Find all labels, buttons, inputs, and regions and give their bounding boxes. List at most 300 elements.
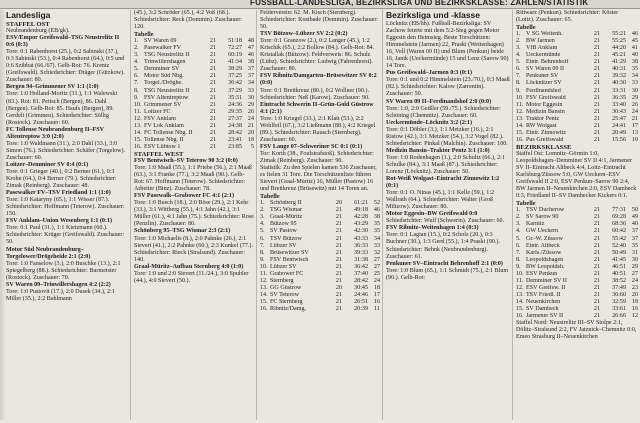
table-rank: 16. <box>516 313 524 320</box>
match-title: Bergen 94–Grimmener SV 1:1 (1:0) <box>6 84 99 91</box>
table-goals: 23:41 <box>228 136 242 143</box>
table-row <box>516 95 638 102</box>
table-rank: 5. <box>516 59 521 66</box>
table-label: Tabelle <box>260 193 280 201</box>
table-goals: 41:45 <box>612 256 626 263</box>
table-points: 30 <box>631 87 638 94</box>
results-summary: Staffel Ost: Lomnitz–Görmin 1:0, Leopoldshagen–Demminer SV II 4:1, Jarmener SV II–Eintracht Altbeck 4:4, Loitz–Eintracht Karlsburg/Züssow 5:0, GW Ueckern–ESV Greifswald II 2:0, ESV Penkun–Sarow 90 2:4, BW Jarmen II–Neuenkirchen 2:0, ESV Dambeck 0:3, Friedland II–SV Dambecker Kickers 0:1. <box>516 150 637 200</box>
match-report: Tore: 0:1 Rabenhorst (25.), 0:2 Sabinski (37.), 0:3 Sabinski (53.), 0:4 Rabenhorst (64.), 0:5 und 0:6 Szibbat (66./67). Gelb-Rot: 76. Krentz (Greifswald). Schiedsrichter: Dräger (Gützkow). Zuschauer: 80. <box>6 49 125 84</box>
table-games: 21 <box>209 129 216 136</box>
match-report: Tore: 0:1 Lagian (15.), 0:2 Scholz (20.), 0:3 Buchner (30.), 1:3 Gerd (55.), 1:4 Praski (90.). Schiedsrichter: Behnk (Neubrandenburg). Zuschauer: 61. <box>386 232 500 260</box>
table-goals: 41:34 <box>228 59 242 66</box>
table-row <box>516 88 638 95</box>
table-games: 21 <box>335 263 342 270</box>
table-points: 27 <box>373 256 380 263</box>
table-games: 21 <box>209 80 216 87</box>
table-games: 21 <box>593 298 600 305</box>
table-rank: 2. <box>516 38 521 45</box>
table-row <box>260 221 380 228</box>
table-goals: 28:42 <box>228 129 242 136</box>
match-report: Tore: 1:0 Fanselow (3.), 2:0 Buschke (13.), 2:1 Spiegelberg (88.). Schiedsrichter: Burmeister (Rostock). Zuschauer: 70. <box>6 260 121 281</box>
table-goals: 24:36 <box>228 101 242 108</box>
table-rank: 9. <box>516 263 521 270</box>
table-row <box>134 88 254 95</box>
table-team: FSV Anklam <box>144 115 176 122</box>
table-games: 21 <box>209 143 216 150</box>
match-report: Tore: 1:0 und 2:0 Sievert (11./24.), 3:0 Spuhler (44.), 4:0 Sievert (50.). <box>134 270 249 284</box>
table-rank: 10. <box>260 263 268 270</box>
table-team: Motor Süd Nbg. <box>144 73 184 80</box>
table-row <box>260 292 380 299</box>
table-points: 13 <box>631 129 638 136</box>
table-rank: 6. <box>260 235 265 242</box>
table-rank: 13. <box>134 122 142 129</box>
match-title: ESV/Empor Greifswald–TSG Neustrelitz II 0:6 (0:3) <box>6 35 120 49</box>
table-games: 21 <box>593 52 600 59</box>
table-points: 49 <box>631 214 638 221</box>
table-goals: 23:85 <box>228 143 242 150</box>
banner-title: FUSSBALL-LANDESLIGA, BEZIRKSLIGA UND BEZIRKSKLASSE: ZAHLEN/STATISTIK <box>250 0 589 7</box>
table-games: 21 <box>593 235 600 242</box>
table-team: TSV Ducherow <box>526 207 565 214</box>
table-row <box>134 45 254 52</box>
table-team: Traktor Pentz <box>526 115 560 122</box>
table-rank: 13. <box>516 291 524 298</box>
table-team: Schönberg II <box>270 200 302 207</box>
table-games: 21 <box>593 94 600 101</box>
table-row <box>134 80 254 87</box>
table-points: 26 <box>247 108 254 115</box>
table-points: 16 <box>373 298 380 305</box>
table-points: 21 <box>631 115 638 122</box>
table-team: RW Wolgast <box>526 122 557 129</box>
table-goals: 42:30 <box>354 228 368 235</box>
table-rank: 11. <box>516 277 524 284</box>
match-report: Rittwarz (Penkun). Schiedsrichter: Köster (Loitz). Zuschauer: 65. <box>516 10 619 24</box>
table-games: 21 <box>335 214 342 221</box>
match-title: FSV Pasewalk–Grabower FC 4:1 (2:1) <box>134 193 234 200</box>
table-games: 21 <box>593 38 600 45</box>
table-rank: 7. <box>516 73 521 80</box>
table-row <box>516 116 638 123</box>
table-team: Karnitz <box>526 221 545 228</box>
table-rank: 3. <box>516 45 521 52</box>
table-team: TSV Friedl. II <box>526 291 561 298</box>
match-title: Schönberg 95–TSG Wismar 2:3 (2:1) <box>134 228 231 235</box>
table-team: Gr.-W. Züssow <box>526 235 563 242</box>
table-team: FSV Altentreptow <box>144 94 189 101</box>
table-points: 30 <box>631 256 638 263</box>
table-goals: 38:52 <box>612 277 626 284</box>
table-row <box>260 306 380 313</box>
match-report: (45.), 3:2 Schröder (65.), 4:2 Voß (68.). Schiedsrichter: Reck (Dommin). Zuschauer: 120. <box>134 10 242 31</box>
table-row <box>516 271 638 278</box>
table-row <box>134 38 254 45</box>
table-team: SV Teterow <box>270 291 299 298</box>
table-games: 21 <box>593 270 600 277</box>
table-row <box>516 299 638 306</box>
table-points: 40 <box>631 221 638 228</box>
table-points: 24 <box>247 115 254 122</box>
table-rank: 10. <box>516 94 524 101</box>
table-points: 24 <box>631 277 638 284</box>
table-points: 37 <box>247 66 254 73</box>
table-rank: 7. <box>134 80 139 87</box>
table-games: 21 <box>593 87 600 94</box>
table-row <box>260 271 380 278</box>
table-games: 20 <box>335 200 342 207</box>
table-rank: 4. <box>516 52 521 59</box>
table-goals: 25:47 <box>612 115 626 122</box>
table-games: 21 <box>335 207 342 214</box>
dateline: Neubrandenburg (EB/gk). <box>6 28 70 35</box>
statistics-note: Statistik: Zu den Spielen kamen 536 Zuschauer, es fielen 31 Tore. Die Torschützenliste führen Sievert (Graal-Müritz) 16, Müller (Pastow) 16 und Breitkreuz (Brüsewitz) mit 14 Toren an. <box>260 165 377 193</box>
table-rank: 16. <box>260 305 268 312</box>
table-row <box>516 38 638 45</box>
table-games: 21 <box>335 305 342 312</box>
table-goals: 24:41 <box>612 122 626 129</box>
table-row <box>260 214 380 221</box>
bezirksklasse-label: BEZIRKSKLASSE <box>516 143 572 151</box>
match-title: Motor Eggesin–BW Greifswald 0:0 <box>386 211 478 218</box>
table-row <box>260 264 380 271</box>
table-goals: 30:45 <box>354 284 368 291</box>
table-games: 21 <box>209 66 216 73</box>
match-report: Schiedsrichter: Wulf (Schwerin). Zuschauer: 60. <box>386 218 505 225</box>
table-row <box>516 250 638 257</box>
table-goals: 31:38 <box>354 256 368 263</box>
table-goals: 33:31 <box>612 87 626 94</box>
table-team: SV Dambeck <box>526 305 559 312</box>
table-games: 21 <box>209 94 216 101</box>
table-goals: 32:59 <box>612 298 626 305</box>
table-goals: 60:19 <box>228 52 242 59</box>
table-rank: 2. <box>516 214 521 221</box>
table-games: 21 <box>593 136 600 143</box>
match-title: Eintracht Schwerin II–Grün-Gold Güstrow 4:1 (2:1) <box>260 101 374 115</box>
table-games: 21 <box>335 228 342 235</box>
table-team: SV Pastow <box>270 228 297 235</box>
table-games: 21 <box>209 101 216 108</box>
table-team: TSV Bützow <box>270 235 302 242</box>
section-heading-bezirksliga: Bezirksliga und -klasse <box>386 10 481 20</box>
table-games: 21 <box>209 52 216 59</box>
table-row <box>134 102 254 109</box>
table-points: 5 <box>250 143 254 150</box>
match-report: Tore: 1:0 Kataryny (65.), 1:1 Wisser (87.). Schiedsrichter: Hoffmann (Teterow). Zuschauer: 150. <box>6 197 125 218</box>
match-report: Tore: 0:1 O. Ninas (45.), 1:1 Kelle (59.), 1:2 Wallrath (64.). Schiedsrichter: Walter (Groß Miltzow). Zuschauer: 80. <box>386 190 495 211</box>
table-games: 21 <box>593 101 600 108</box>
bezirksliga-table <box>516 31 638 144</box>
table-team: Ribnitz/Damg. <box>270 305 307 312</box>
staffel-west-label: STAFFEL WEST <box>134 150 184 158</box>
table-goals: 27:37 <box>228 115 242 122</box>
table-row <box>516 80 638 87</box>
table-games: 21 <box>209 87 216 94</box>
table-goals: 69:28 <box>612 214 626 221</box>
table-goals: 77:31 <box>612 207 626 214</box>
table-team: Neuenkirchen <box>526 298 561 305</box>
table-team: Leopoldshagen <box>526 256 564 263</box>
match-report: Tore: 1:0 Michaelis (8.), 2:0 Pahnke (26.), 2:1 Sievert (41.), 2:2 Pahnke (60.), 2:3 Kunkel (77.). Schiedsrichter: Rieck (Stralsund). Zuschauer: 140. <box>134 235 253 263</box>
table-points: 37 <box>247 73 254 80</box>
table-points: 20 <box>247 129 254 136</box>
table-goals: 30:43 <box>612 108 626 115</box>
table-goals: 37:49 <box>612 284 626 291</box>
match-title: FSV Bentwisch–SV Teterow 90 3:2 (0:0) <box>134 157 238 164</box>
table-points: 35 <box>631 66 638 73</box>
match-title: SV Waren 09 II–Ferdinandshof 2:0 (0:0) <box>386 98 492 105</box>
table-rank: 1. <box>516 31 521 38</box>
section-heading-landesliga: Landesliga <box>6 10 51 20</box>
table-goals: 46:51 <box>612 263 626 270</box>
table-rank: 3. <box>134 52 139 59</box>
table-team: Eintr. Zinnowitz <box>526 129 566 136</box>
table-row <box>134 73 254 80</box>
table-team: Lübzer SV <box>270 242 297 249</box>
match-title: FSV Ribnitz–Weitenhagen 1:4 (0:3) <box>386 225 479 232</box>
column-5 <box>512 10 638 420</box>
table-goals: 55:21 <box>612 31 626 38</box>
table-rank: 12. <box>260 277 268 284</box>
table-row <box>516 214 638 221</box>
table-points: 37 <box>631 228 638 235</box>
table-games: 21 <box>335 221 342 228</box>
table-games: 21 <box>593 221 600 228</box>
table-points: 35 <box>373 228 380 235</box>
match-report: Tore: 1:0 Pustovit (17.), 2:0 Dusek (34.), 2:1 Miller (35.), 2:2 Bahlmann <box>6 288 115 302</box>
table-team: Bützow 95 <box>270 221 297 228</box>
table-rank: 4. <box>260 221 265 228</box>
table-points: 45 <box>631 38 638 45</box>
table-team: SV Sarow 90 <box>526 214 559 221</box>
match-title: FC Tollense Neubrandenburg II–FSV Altentreptow 3:0 (2:0) <box>6 126 104 140</box>
table-team: Demminer SV <box>144 66 180 73</box>
table-rank: 2. <box>134 45 139 52</box>
table-team: Jarmener SV II <box>526 313 564 320</box>
table-rank: 15. <box>260 298 268 305</box>
table-points: 20 <box>631 291 638 298</box>
table-goals: 40:30 <box>612 80 626 87</box>
table-rank: 9. <box>516 87 521 94</box>
table-team: Trinwillershagen <box>144 59 186 66</box>
table-goals: 44:20 <box>612 45 626 52</box>
table-team: GG Güstrow <box>270 284 302 291</box>
table-games: 21 <box>209 59 216 66</box>
table-rank: 1. <box>134 38 139 45</box>
table-rank: 6. <box>134 73 139 80</box>
table-row <box>260 299 380 306</box>
table-rank: 11. <box>516 101 524 108</box>
table-rank: 12. <box>516 284 524 291</box>
table-row <box>134 109 254 116</box>
table-rank: 1. <box>516 207 521 214</box>
match-title: SV Waren 09–Trinwillershagen 4:2 (2:2) <box>6 281 111 288</box>
table-row <box>516 52 638 59</box>
table-goals: 15:56 <box>612 136 626 143</box>
table-goals: 60:42 <box>612 228 626 235</box>
table-points: 46 <box>247 52 254 59</box>
table-row <box>260 285 380 292</box>
bezirksklasse-table <box>516 207 638 320</box>
table-games: 21 <box>335 277 342 284</box>
table-points: 40 <box>631 52 638 59</box>
table-row <box>516 292 638 299</box>
table-games: 21 <box>593 66 600 73</box>
match-report: Tore: 1:0 Maaß (55.), 1:1 Priebe (56.), 2:1 Maaß (63.), 3:1 Franke (77.), 3:2 Maaß (90.). Gelb-Rot: 67. Hoffmann (Teterow). Schiedsrichter: Arbeiter (Binz). Zuschauer: 78. <box>134 165 253 193</box>
table-games: 21 <box>209 73 216 80</box>
table-team: Loitzer FC <box>144 108 171 115</box>
league-table-west <box>260 200 380 313</box>
table-rank: 6. <box>516 242 521 249</box>
table-label: Tabelle <box>134 31 154 39</box>
table-goals: 49:18 <box>354 207 368 214</box>
table-rank: 5. <box>260 228 265 235</box>
table-row <box>134 95 254 102</box>
table-row <box>516 313 638 320</box>
table-goals: 35:31 <box>228 94 242 101</box>
table-games: 21 <box>593 291 600 298</box>
table-team: Motor Eggesin <box>526 101 563 108</box>
table-points: 34 <box>631 73 638 80</box>
table-games: 21 <box>593 256 600 263</box>
table-goals: 61:21 <box>354 200 368 207</box>
match-report: Tore: 0:1 und 0:2 Himmelstein (23./70.), 0:3 Maaß (82.). Schiedsrichter: Kalow (Zarrentin). Zuschauer: 50. <box>386 77 510 98</box>
table-rank: 14. <box>134 129 142 136</box>
table-goals: 37:40 <box>354 270 368 277</box>
table-games: 21 <box>593 59 600 66</box>
table-rank: 9. <box>134 94 139 101</box>
table-team: ESV Greifsw. II <box>526 284 566 291</box>
table-rank: 15. <box>134 136 142 143</box>
table-points: 18 <box>373 284 380 291</box>
table-team: TSG Wismar <box>270 207 302 214</box>
match-report: Tore: 1:0 Kriegel (33.), 2:1 Klatt (53.), 2:2 Wohlfeil (67.), 3:2 Ließmann (88.), 4:2 Kriegel (89.). Schiedsrichter: Rausch (Sternberg). Zuschauer: 60. <box>260 115 376 143</box>
table-games: 21 <box>593 207 600 214</box>
table-rank: 10. <box>516 270 524 277</box>
table-team: Lübzer SV <box>270 263 297 270</box>
table-rank: 8. <box>516 256 521 263</box>
table-points: 33 <box>631 80 638 87</box>
table-rank: 12. <box>134 115 142 122</box>
table-goals: 40:51 <box>612 270 626 277</box>
table-goals: 43:29 <box>354 221 368 228</box>
table-goals: 45:21 <box>612 52 626 59</box>
table-team: Graal-Müritz <box>270 214 303 221</box>
table-rank: 12. <box>516 108 524 115</box>
table-team: SV Waren 09 <box>144 38 177 45</box>
column-2 <box>130 10 257 420</box>
table-rank: 11. <box>260 270 268 277</box>
table-row <box>516 221 638 228</box>
table-rank: 9. <box>260 256 265 263</box>
table-points: 50 <box>631 207 638 214</box>
table-goals: 28:42 <box>354 277 368 284</box>
table-row <box>260 257 380 264</box>
table-rank: 13. <box>260 284 268 291</box>
table-row <box>516 109 638 116</box>
table-points: 29 <box>247 101 254 108</box>
table-row <box>134 130 254 137</box>
table-games: 21 <box>335 270 342 277</box>
table-row <box>516 123 638 130</box>
table-points: 18 <box>631 298 638 305</box>
table-games: 21 <box>593 263 600 270</box>
table-games: 21 <box>593 305 600 312</box>
table-points: 25 <box>373 270 380 277</box>
table-points: 41 <box>631 45 638 52</box>
table-rank: 6. <box>516 66 521 73</box>
table-points: 30 <box>247 94 254 101</box>
table-row <box>134 66 254 73</box>
table-points: 26 <box>631 101 638 108</box>
table-rank: 4. <box>516 228 521 235</box>
table-team: BW Leopoldsh. <box>526 263 565 270</box>
table-team: FC Tollense Nbg. II <box>144 129 193 136</box>
table-goals: 36:60 <box>612 291 626 298</box>
table-rank: 7. <box>516 249 521 256</box>
match-title: FSV Ribnitz/Damgarten–Brüsewitzer SV 0:2 (0:0) <box>260 73 377 87</box>
table-row <box>134 59 254 66</box>
table-points: 38 <box>247 59 254 66</box>
match-report: Felderverein: 62. M. Kisch (Sternberg). Schiedsrichter: Kostbade (Demmin). Zuschauer: 50. <box>260 10 379 31</box>
table-points: 11 <box>374 305 380 312</box>
table-team: Brüsewitzer SV <box>270 249 309 256</box>
table-row <box>134 116 254 123</box>
table-goals: 36:42 <box>354 263 368 270</box>
table-team: ESV Penkun <box>526 270 558 277</box>
table-games: 21 <box>335 242 342 249</box>
table-team: Eintr. Altbeck <box>526 242 560 249</box>
table-games: 21 <box>209 136 216 143</box>
table-row <box>516 31 638 38</box>
match-report: Tore: 0:1 Paul (31.), 1:1 Kietzmann (60.). Schiedsrichter: Krüger (Greifswald). Zuschauer: 50. <box>6 225 125 246</box>
table-row <box>260 200 380 207</box>
table-games: 21 <box>593 115 600 122</box>
table-points: 10 <box>631 136 638 143</box>
table-goals: 24:38 <box>228 122 242 129</box>
table-points: 29 <box>631 94 638 101</box>
table-team: FV Lok Anklam <box>144 122 184 129</box>
table-points: 35 <box>631 242 638 249</box>
table-team: FC Sternberg <box>270 298 303 305</box>
table-goals: 20:39 <box>354 305 368 312</box>
table-rank: 16. <box>516 136 524 143</box>
table-goals: 55:42 <box>612 235 626 242</box>
table-games: 21 <box>593 129 600 136</box>
match-report: Tore: 1:0 Holland-Moritz (31.), 1:1 Walewski (83.). Rot: 81. Peitsch (Bergen), 86. Dahl (Bergen). Gelb-Rot: 85. Haufs (Bergen), 89. Gerdelt (Grimmen). Schiedsrichter: Söllig (Rostock). Zuschauer: 60. <box>6 91 118 126</box>
table-team: Grabower FC <box>270 270 304 277</box>
table-rank: 10. <box>134 101 142 108</box>
table-row <box>516 59 638 66</box>
table-goals: 29:35 <box>228 108 242 115</box>
table-points: 38 <box>373 214 380 221</box>
table-row <box>260 250 380 257</box>
table-games: 21 <box>209 108 216 115</box>
league-table-ost <box>134 38 254 151</box>
table-row <box>260 236 380 243</box>
match-title: Penkuner SV–Eintracht Behrenhoff 2:1 (0:0) <box>386 260 503 267</box>
table-rank: 3. <box>260 214 265 221</box>
table-rank: 14. <box>260 291 268 298</box>
table-goals: 68:36 <box>612 221 626 228</box>
table-points: 32 <box>373 249 380 256</box>
table-games: 21 <box>209 45 216 52</box>
table-goals: 36:35 <box>612 94 626 101</box>
table-points: 24 <box>373 277 380 284</box>
table-points: 21 <box>247 122 254 129</box>
match-title: Pasewalker FV–TSV Friedland 1:1 (1:0) <box>6 190 111 197</box>
